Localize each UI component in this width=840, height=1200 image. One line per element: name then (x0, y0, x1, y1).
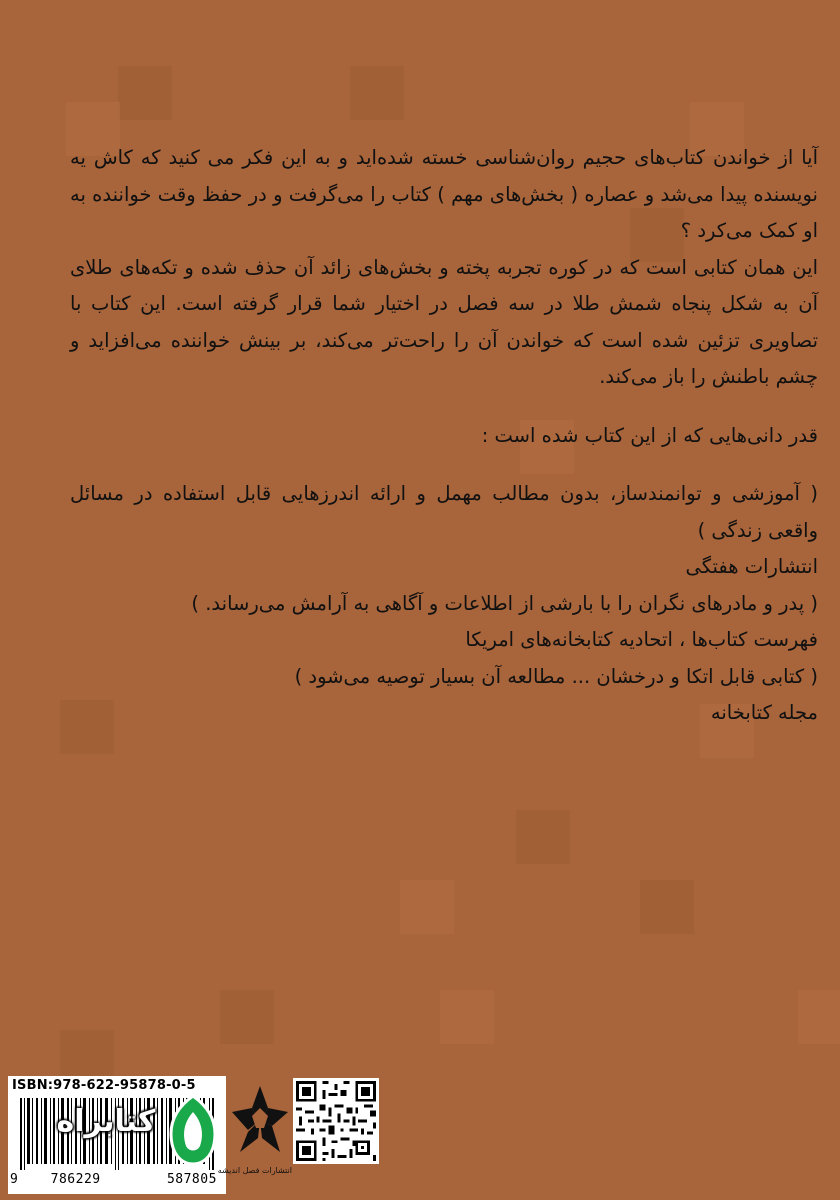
barcode-digits-right: 587805 (166, 1172, 217, 1187)
review-quote-1: ( آموزشی و توانمندساز، بدون مطالب مهمل و ارائه اندرزهایی قابل استفاده در مسائل واقعی زندگی ) (70, 482, 818, 542)
publisher-name: انتشارات فصل اندیشه (217, 1166, 292, 1175)
review-source-2: فهرست کتاب‌ها ، اتحادیه کتابخانه‌های امریکا (465, 628, 818, 651)
ketabrah-logo-text: کتابراه (56, 1104, 156, 1139)
barcode-digits-left: 786229 (50, 1172, 101, 1187)
barcode-digit-prefix: 9 (10, 1172, 19, 1187)
description-paragraph: این همان کتابی است که در کوره تجربه پخته و بخش‌های زائد آن حذف شده و تکه‌های طلای آن به شکل پنجاه شمش طلا در سه فصل در اختیار شما قرار گرفته است. این کتاب با تصاویری تزئین شده است که خواندن آن را راحت‌تر می‌کند، بر بینش خواننده می‌افزاید و چشم باطنش را باز می‌کند. (70, 255, 818, 388)
publisher-star-icon (228, 1082, 292, 1162)
ketabrah-logo (44, 1094, 220, 1166)
review-source-1: انتشارات هفتگی (685, 555, 818, 578)
barcode-digits (10, 1172, 224, 1187)
review-source-3: مجله کتابخانه (710, 701, 818, 724)
praise-heading: قدر دانی‌هایی که از این کتاب شده است : (481, 423, 818, 447)
review-quote-3: ( کتابی قابل اتکا و درخشان ... مطالعه آن بسیار توصیه می‌شود ) (294, 664, 818, 688)
back-matter (0, 1070, 840, 1200)
intro-paragraph: آیا از خواندن کتاب‌های حجیم روان‌شناسی خسته شده‌اید و به این فکر می کنید که کاش یه نویسنده پیدا می‌شد و عصاره ( بخش‌های مهم ) کتاب را می‌گرفت و در حفظ وقت خواننده به او کمک می‌کرد ؟ (70, 146, 818, 242)
back-cover-text (70, 140, 818, 732)
isbn-barcode (8, 1076, 226, 1194)
ketabrah-leaf-icon (166, 1094, 220, 1166)
qr-code[interactable] (293, 1078, 379, 1164)
isbn-label: ISBN:978-622-95878-0-5 (12, 1078, 196, 1093)
publisher-logo (217, 1082, 292, 1186)
review-quote-2: ( پدر و مادرهای نگران را با بارشی از اطلاعات و آگاهی به آرامش می‌رساند. ) (191, 591, 818, 615)
